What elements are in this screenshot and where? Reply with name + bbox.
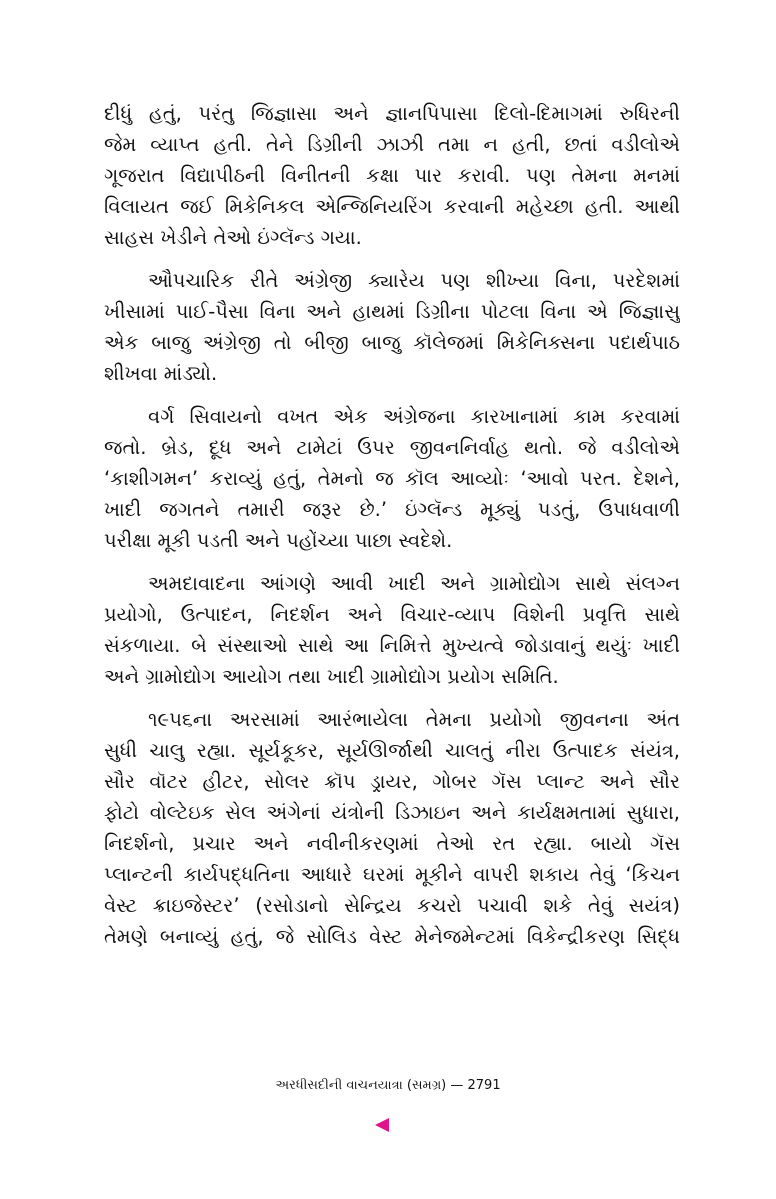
text-line: સાહસ ખેડીને તેઓ ઇંગ્લૅન્ડ ગયા. — [104, 226, 362, 249]
paragraph-3 — [104, 401, 680, 556]
text-line: અને ગ્રામોદ્યોગ આયોગ તથા ખાદી ગ્રામોદ્યોગ પ્રયોગ સમિતિ. — [104, 665, 559, 688]
text-line: ફોટો વોલ્ટેઇક સેલ અંગેનાં યંત્રોની ડિઝાઇન અને કાર્યક્ષમતામાં સુધારા, — [104, 801, 680, 824]
text-line: સંકળાયા. બે સંસ્થાઓ સાથે આ નિમિત્તે મુખ્યત્વે જોડાવાનું થયુંઃ ખાદી — [104, 634, 680, 657]
text-line: પ્લાન્ટની કાર્યપદ્ધતિના આધારે ઘરમાં મૂકીને વાપરી શકાય તેવું ‘કિચન — [104, 863, 680, 886]
text-line: ગૂજરાત વિદ્યાપીઠની વિનીતની કક્ષા પાર કરાવી. પણ તેમના મનમાં — [104, 164, 680, 187]
text-line: ‘કાશીગમન’ કરાવ્યું હતું, તેમનો જ કૉલ આવ્યોઃ ‘આવો પરત. દેશને, — [104, 467, 680, 490]
text-line: તેમણે બનાવ્યું હતું, જે સોલિડ વેસ્ટ મેનેજમેન્ટમાં વિકેન્દ્રીકરણ સિદ્ધ — [104, 925, 680, 948]
text-line: વિલાયત જઈ મિકેનિકલ એન્જિનિયરિંગ કરવાની મહેચ્છા હતી. આથી — [104, 195, 680, 218]
text-line: અમદાવાદના આંગણે આવી ખાદી અને ગ્રામોદ્યોગ સાથે સંલગ્ન — [148, 572, 680, 595]
page-footer: અરધીસદીની વાચનયાત્રા (સમગ્ર) — 2791 — [275, 1078, 501, 1093]
text-line: જતો. બ્રેડ, દૂધ અને ટામેટાં ઉપર જીવનનિર્વાહ થતો. જે વડીલોએ — [104, 436, 680, 459]
paragraph-1 — [104, 98, 680, 253]
text-line: દીધું હતું, પરંતુ જિજ્ઞાસા અને જ્ઞાનપિપાસા દિલો-દિમાગમાં રુધિરની — [104, 102, 680, 125]
text-line: વેસ્ટ ક્રાઇજેસ્ટર’ (રસોડાનો સેન્દ્રિય કચરો પચાવી શકે તેવું સયંત્ર) — [104, 894, 680, 917]
paragraph-5 — [104, 704, 680, 952]
text-line: શીખવા માંડ્યો. — [104, 362, 218, 385]
text-line: એક બાજુ અંગ્રેજી તો બીજી બાજુ કૉલેજમાં મિકેનિક્સના પદાર્થપાઠ — [104, 331, 680, 354]
text-line: પ્રયોગો, ઉત્પાદન, નિદર્શન અને વિચાર-વ્યાપ વિશેની પ્રવૃત્તિ સાથે — [104, 603, 680, 626]
paragraph-2 — [104, 265, 680, 389]
text-line: નિદર્શનો, પ્રચાર અને નવીનીકરણમાં તેઓ રત રહ્યા. બાયો ગૅસ — [104, 832, 680, 855]
text-line: જેમ વ્યાપ્ત હતી. તેને ડિગ્રીની ઝાઝી તમા ન હતી, છતાં વડીલોએ — [104, 133, 680, 156]
text-line: ખાદી જગતને તમારી જરૂર છે.’ ઇંગ્લૅન્ડ મૂક્યું પડતું, ઉપાધવાળી — [104, 498, 680, 521]
text-line: ઔપચારિક રીતે અંગ્રેજી ક્યારેય પણ શીખ્યા વિના, પરદેશમાં — [148, 269, 680, 292]
page-body — [104, 98, 680, 952]
text-line: સુધી ચાલુ રહ્યા. સૂર્યકૂકર, સૂર્યઊર્જાથી ચાલતું નીરા ઉત્પાદક સંયંત્ર, — [104, 739, 680, 762]
triangle-left-icon[interactable] — [375, 1118, 389, 1132]
text-line: ખીસામાં પાઈ-પૈસા વિના અને હાથમાં ડિગ્રીના પોટલા વિના એ જિજ્ઞાસુ — [104, 300, 680, 323]
paragraph-4 — [104, 568, 680, 692]
text-line: પરીક્ષા મૂકી પડતી અને પહોંચ્યા પાછા સ્વદેશે. — [104, 529, 453, 552]
text-line: વર્ગ સિવાયનો વખત એક અંગ્રેજના કારખાનામાં કામ કરવામાં — [148, 405, 680, 428]
text-line: સૌર વૉટર હીટર, સોલર ક્રૉપ ડ્રાયર, ગોબર ગૅસ પ્લાન્ટ અને સૌર — [104, 770, 680, 793]
text-line: ૧૯૫૬ના અરસામાં આરંભાયેલા તેમના પ્રયોગો જીવનના અંત — [148, 708, 680, 731]
